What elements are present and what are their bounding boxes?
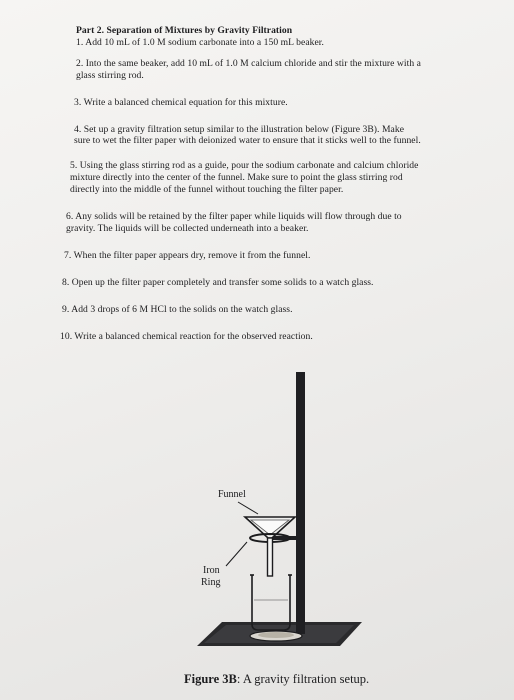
figure-caption-text: : A gravity filtration setup. <box>236 672 370 686</box>
collection-beaker <box>252 575 290 630</box>
funnel-stem <box>268 538 273 576</box>
step-4-line-2: sure to wet the filter paper with deionized water to ensure that it sticks well to the funnel. <box>74 135 421 146</box>
part-title: Part 2. Separation of Mixtures by Gravity Filtration <box>76 25 293 36</box>
step-6-line-2: gravity. The liquids will be collected underneath into a beaker. <box>66 223 309 234</box>
step-10: 10. Write a balanced chemical reaction for the observed reaction. <box>60 331 313 342</box>
ring-leader-line <box>226 542 247 566</box>
step-2-line-2: glass stirring rod. <box>76 70 144 81</box>
step-8: 8. Open up the filter paper completely and transfer some solids to a watch glass. <box>62 277 374 288</box>
step-9: 9. Add 3 drops of 6 M HCl to the solids on the watch glass. <box>62 304 293 315</box>
funnel-leader-line <box>238 502 258 514</box>
step-7: 7. When the filter paper appears dry, remove it from the funnel. <box>64 250 311 261</box>
step-4-line-1: 4. Set up a gravity filtration setup similar to the illustration below (Figure 3B). Make <box>74 124 404 135</box>
funnel-label: Funnel <box>218 489 246 500</box>
step-1: 1. Add 10 mL of 1.0 M sodium carbonate into a 150 mL beaker. <box>76 37 324 48</box>
figure-caption <box>184 672 369 687</box>
step-5-line-3: directly into the middle of the funnel without touching the filter paper. <box>70 184 344 195</box>
stand-rod <box>296 372 305 634</box>
solids-residue <box>258 632 294 638</box>
step-3: 3. Write a balanced chemical equation for this mixture. <box>74 97 288 108</box>
iron-ring-label-line-2: Ring <box>201 577 221 588</box>
step-2-line-1: 2. Into the same beaker, add 10 mL of 1.0 M calcium chloride and stir the mixture with a <box>76 58 421 69</box>
step-5-line-2: mixture directly into the center of the funnel. Make sure to point the glass stirring rod <box>70 172 403 183</box>
figure-caption-label: Figure 3B <box>184 672 237 686</box>
step-5-line-1: 5. Using the glass stirring rod as a guide, pour the sodium carbonate and calcium chloride <box>70 160 419 171</box>
step-6-line-1: 6. Any solids will be retained by the filter paper while liquids will flow through due to <box>66 211 402 222</box>
iron-ring-label-line-1: Iron <box>203 565 220 576</box>
